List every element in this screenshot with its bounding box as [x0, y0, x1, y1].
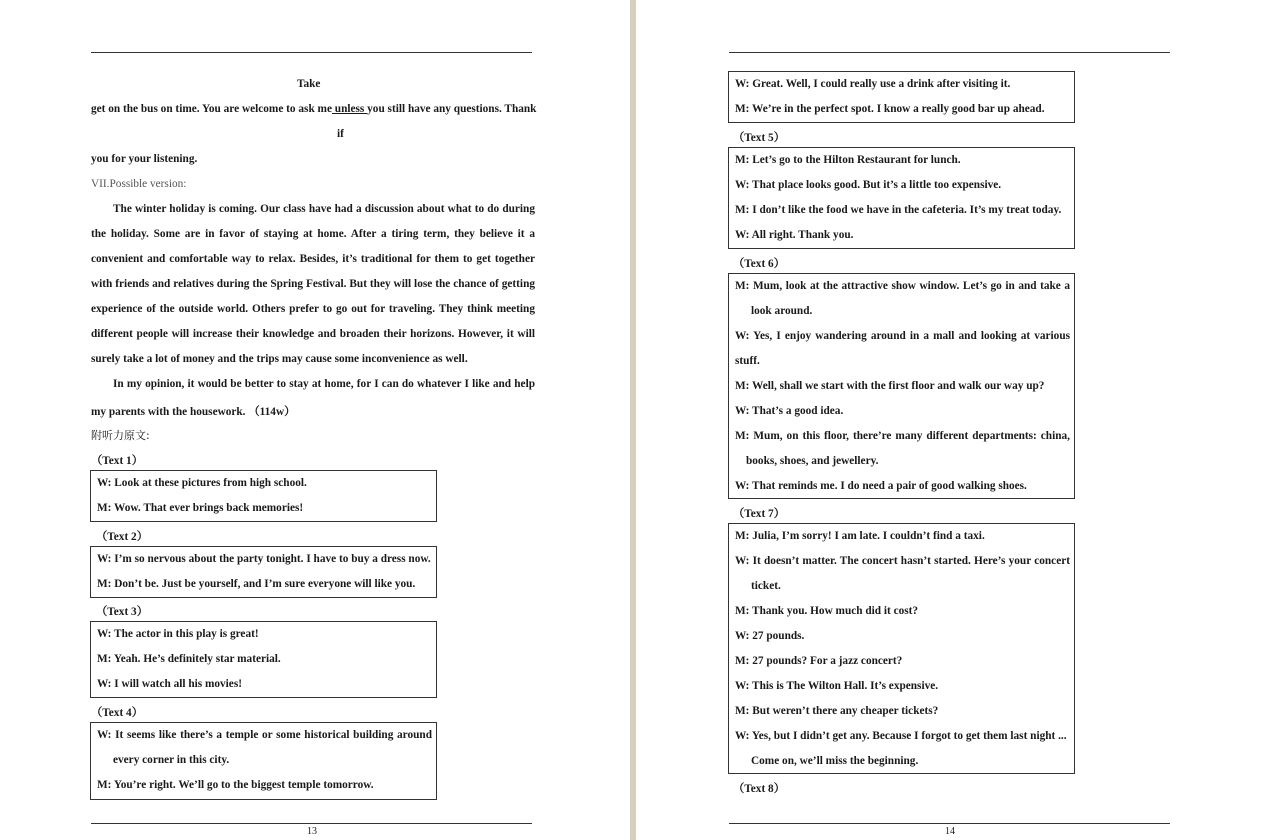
dialogue-line: W: I’m so nervous about the party tonight. I have to buy a dress now. — [97, 553, 431, 565]
document-page-14 — [636, 0, 1269, 840]
section-heading: VII.Possible version: — [91, 178, 187, 190]
essay-line: convenient and comfortable way to relax. Besides, it’s traditional for them to get together — [91, 253, 535, 265]
text-span: you still have any questions. Thank — [367, 103, 537, 115]
dialogue-line: M: 27 pounds? For a jazz concert? — [735, 655, 903, 667]
dialogue-box-text6 — [728, 273, 1075, 499]
text-label: （Text 4） — [91, 707, 143, 719]
dialogue-line: W: It seems like there’s a temple or some historical building around — [97, 729, 432, 741]
dialogue-line: ticket. — [751, 580, 781, 592]
dialogue-line: M: Julia, I’m sorry! I am late. I couldn’t find a taxi. — [735, 530, 985, 542]
page-number: 14 — [945, 826, 955, 837]
paragraph-line: you for your listening. — [91, 153, 198, 165]
dialogue-line: M: Let’s go to the Hilton Restaurant for lunch. — [735, 154, 961, 166]
footer-rule — [729, 823, 1170, 824]
dialogue-box-text4-continued — [728, 71, 1075, 123]
header-rule — [729, 52, 1170, 53]
essay-line: experience of the outside world. Others prefer to go out for traveling. They think meeting — [91, 303, 535, 315]
transcript-heading: 附听力原文: — [91, 429, 150, 442]
dialogue-line: M: Yeah. He’s definitely star material. — [97, 653, 281, 665]
text-label: （Text 6） — [733, 258, 785, 270]
dialogue-line: look around. — [751, 305, 813, 317]
dialogue-line: W: That reminds me. I do need a pair of good walking shoes. — [735, 480, 1027, 492]
document-page-13 — [0, 0, 630, 840]
dialogue-line: M: You’re right. We’ll go to the biggest temple tomorrow. — [97, 779, 374, 791]
dialogue-line: W: Great. Well, I could really use a drink after visiting it. — [735, 78, 1011, 90]
dialogue-line: W: Yes, I enjoy wandering around in a mall and looking at various — [735, 330, 1070, 342]
essay-line: In my opinion, it would be better to stay at home, for I can do whatever I like and help — [113, 378, 535, 390]
paragraph-line — [91, 103, 536, 115]
essay-line: The winter holiday is coming. Our class have had a discussion about what to do during — [113, 203, 535, 215]
dialogue-line: books, shoes, and jewellery. — [746, 455, 879, 467]
dialogue-line: W: All right. Thank you. — [735, 229, 854, 241]
dialogue-box-text2 — [90, 546, 437, 598]
dialogue-line: W: I will watch all his movies! — [97, 678, 242, 690]
dialogue-line: W: 27 pounds. — [735, 630, 805, 642]
text-label: （Text 1） — [91, 455, 143, 467]
underlined-answer: unless — [331, 103, 368, 115]
essay-line: surely take a lot of money and the trips may cause some inconvenience as well. — [91, 353, 468, 365]
dialogue-box-text5 — [728, 147, 1075, 249]
dialogue-line: W: Look at these pictures from high school. — [97, 477, 307, 489]
text-label: （Text 7） — [733, 508, 785, 520]
dialogue-line: Come on, we’ll miss the beginning. — [751, 755, 919, 767]
dialogue-line: W: It doesn’t matter. The concert hasn’t started. Here’s your concert — [735, 555, 1070, 567]
essay-line: different people will increase their knowledge and broaden their horizons. However, it will — [91, 328, 535, 340]
dialogue-line: every corner in this city. — [113, 754, 230, 766]
dialogue-box-text3 — [90, 621, 437, 698]
dialogue-line: W: This is The Wilton Hall. It’s expensive. — [735, 680, 939, 692]
dialogue-line: M: I don’t like the food we have in the cafeteria. It’s my treat today. — [735, 204, 1062, 216]
take-word: Take — [297, 78, 321, 90]
dialogue-line: W: That’s a good idea. — [735, 405, 844, 417]
dialogue-line: stuff. — [735, 355, 760, 367]
essay-line: my parents with the housework. （114w） — [91, 406, 296, 418]
dialogue-line: M: Mum, on this floor, there’re many different departments: china, — [735, 430, 1070, 442]
dialogue-line: M: We’re in the perfect spot. I know a really good bar up ahead. — [735, 103, 1045, 115]
text-span: get on the bus on time. You are welcome to ask me — [91, 103, 332, 115]
dialogue-line: W: Yes, but I didn’t get any. Because I forgot to get them last night ... — [735, 730, 1067, 742]
dialogue-box-text4 — [90, 722, 437, 800]
dialogue-line: M: Thank you. How much did it cost? — [735, 605, 919, 617]
if-word: if — [337, 128, 344, 140]
footer-rule — [91, 823, 532, 824]
text-label: （Text 5） — [733, 132, 785, 144]
text-label: （Text 2） — [96, 531, 148, 543]
dialogue-line: M: Wow. That ever brings back memories! — [97, 502, 304, 514]
dialogue-box-text7 — [728, 523, 1075, 774]
dialogue-line: M: Well, shall we start with the first floor and walk our way up? — [735, 380, 1045, 392]
header-rule — [91, 52, 532, 53]
text-label: （Text 8） — [733, 783, 785, 795]
dialogue-line: W: That place looks good. But it’s a little too expensive. — [735, 179, 1002, 191]
page-number: 13 — [307, 826, 317, 837]
text-label: （Text 3） — [96, 606, 148, 618]
essay-line: with friends and relatives during the Spring Festival. But they will lose the chance of getting — [91, 278, 535, 290]
dialogue-line: M: Mum, look at the attractive show window. Let’s go in and take a — [735, 280, 1070, 292]
dialogue-line: M: But weren’t there any cheaper tickets? — [735, 705, 939, 717]
essay-line: the holiday. Some are in favor of staying at home. After a tiring term, they believe it a — [91, 228, 535, 240]
dialogue-line: M: Don’t be. Just be yourself, and I’m sure everyone will like you. — [97, 578, 416, 590]
dialogue-box-text1 — [90, 470, 437, 522]
dialogue-line: W: The actor in this play is great! — [97, 628, 259, 640]
